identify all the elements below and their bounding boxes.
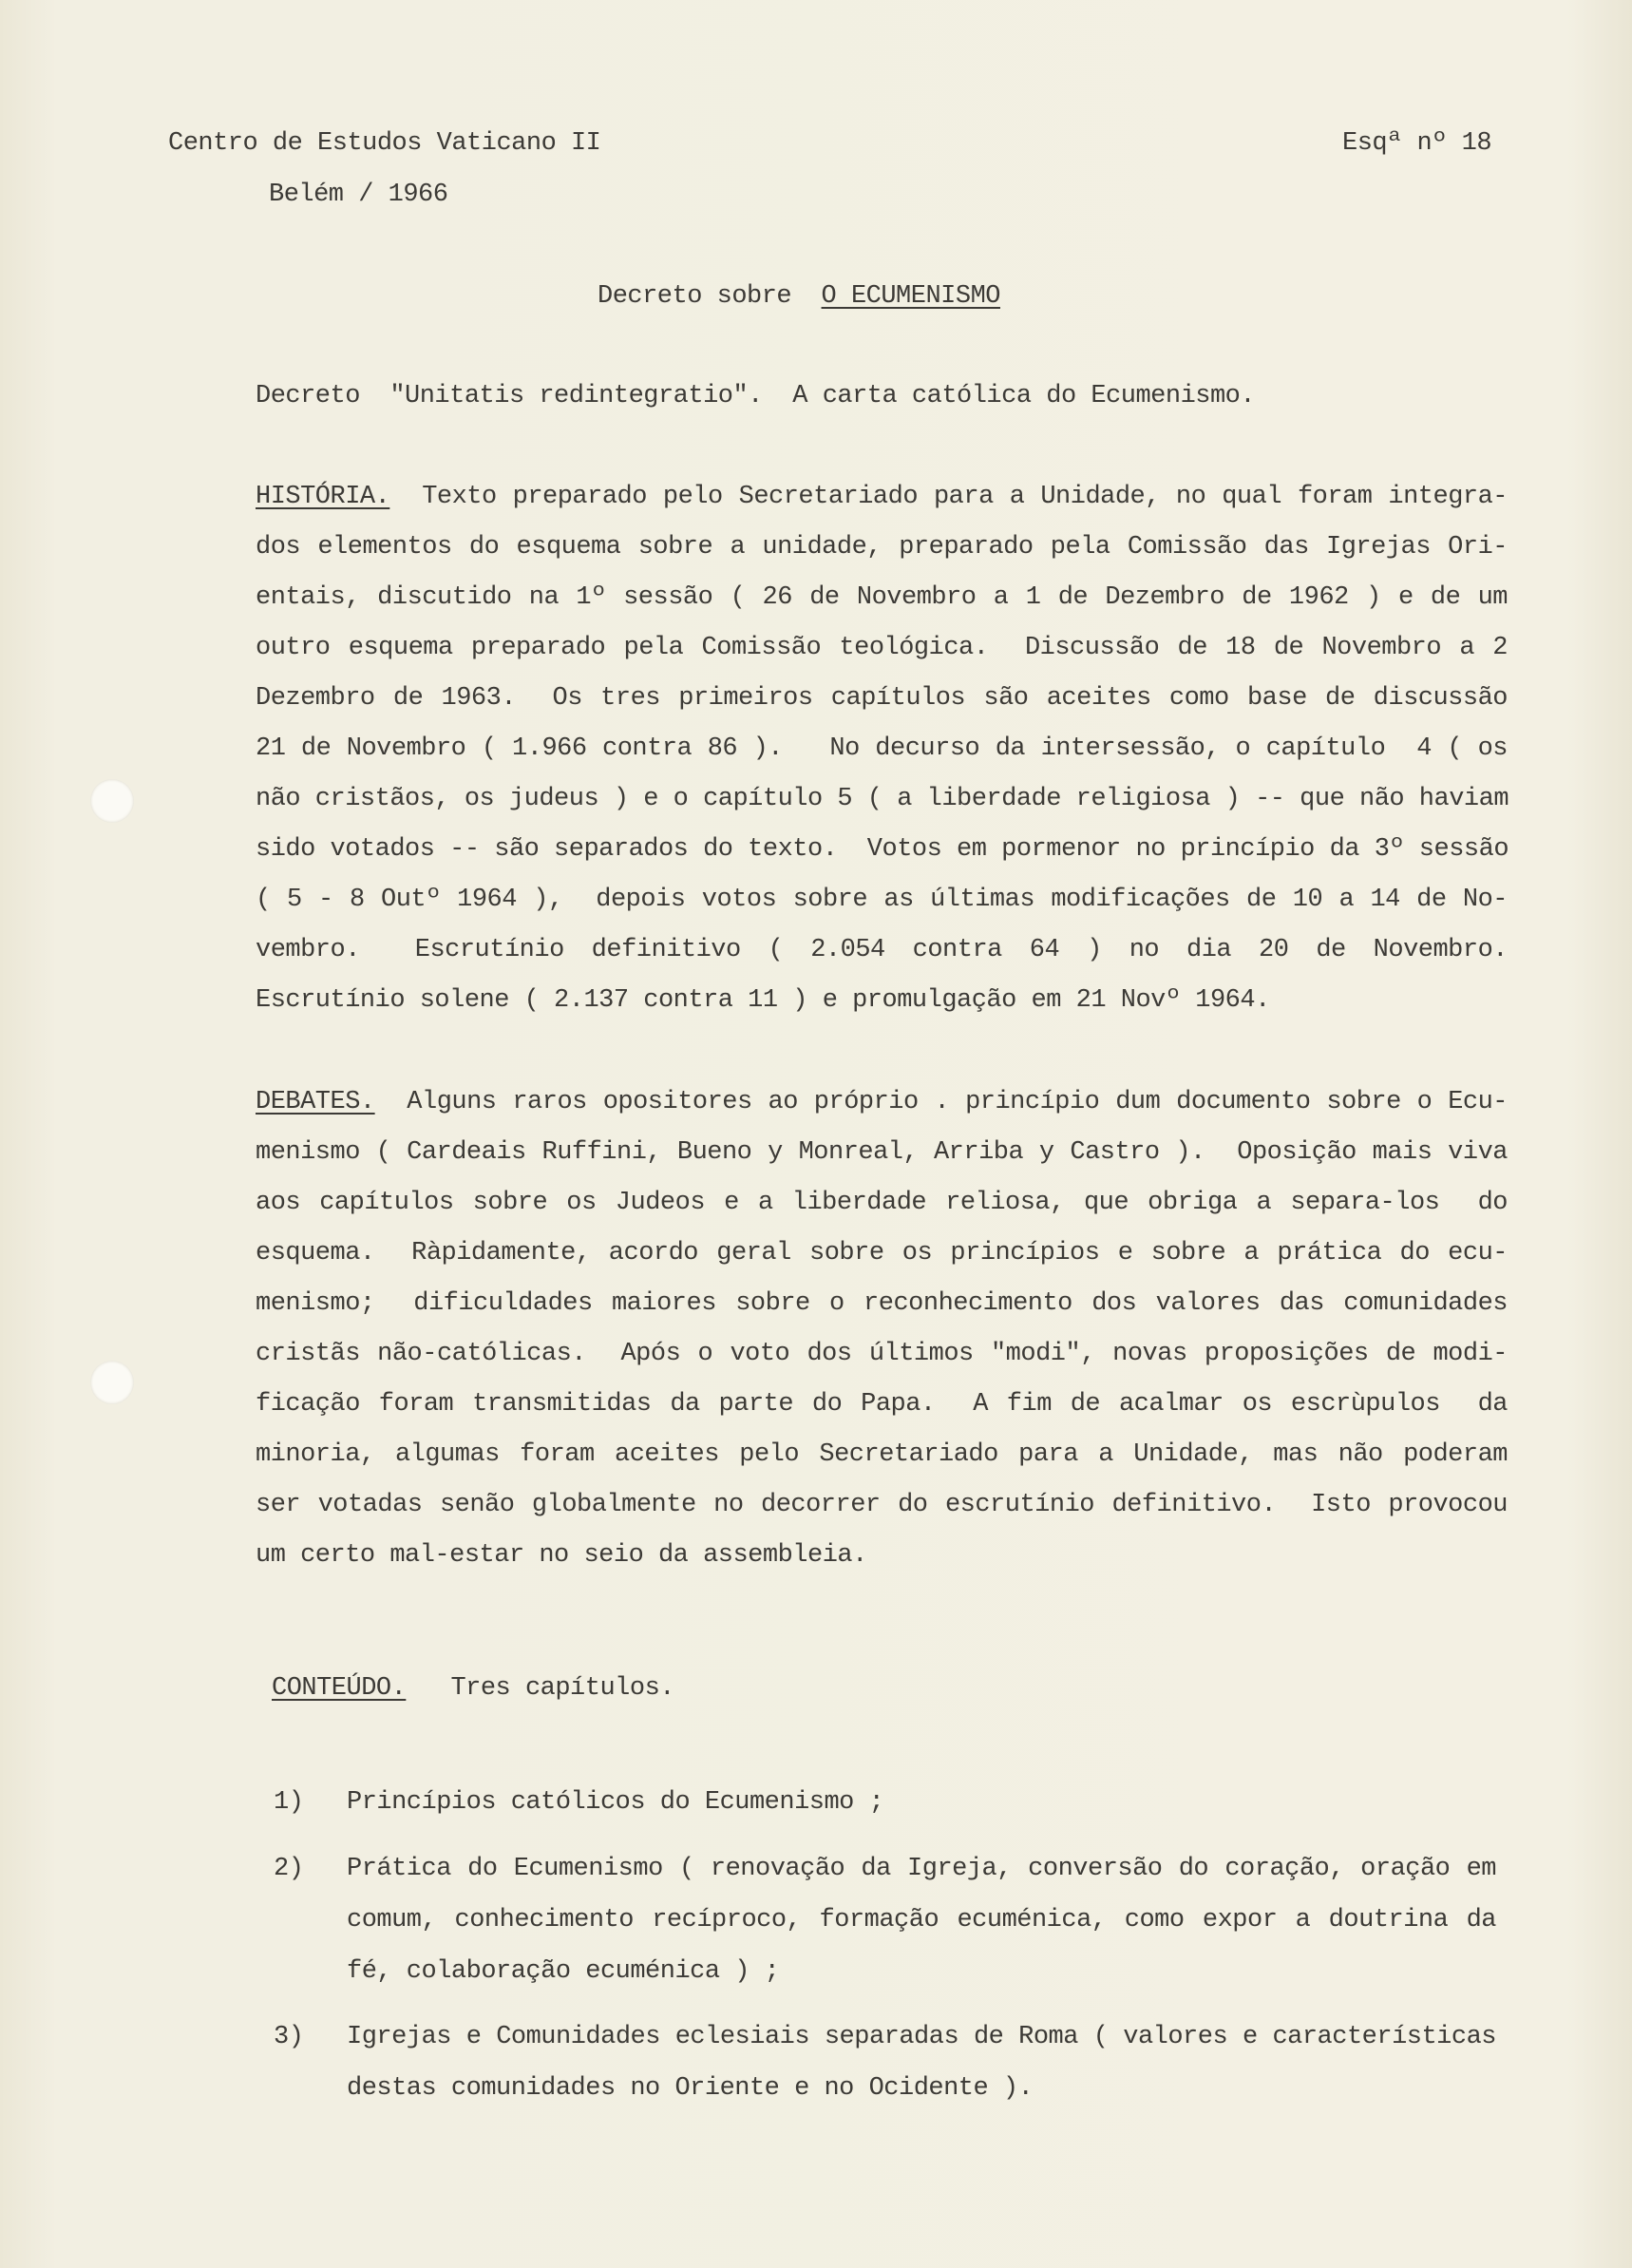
- list-number: 3): [274, 2023, 304, 2051]
- title-prefix: Decreto sobre: [598, 282, 792, 311]
- debates-line: cristãs não-católicas. Após o voto dos últimos "modi", novas proposições de modi-: [256, 1340, 1508, 1368]
- historia-line: [256, 472, 1508, 523]
- historia-heading: HISTÓRIA.: [256, 483, 390, 511]
- document-ref: Esqª nº 18: [1342, 129, 1492, 158]
- historia-line: entais, discutido na 1º sessão ( 26 de Novembro a 1 de Dezembro de 1962 ) e de um: [256, 583, 1508, 612]
- debates-line: minoria, algumas foram aceites pelo Secretariado para a Unidade, mas não poderam: [256, 1440, 1508, 1469]
- debates-line-text: Alguns raros opositores ao próprio . princípio dum documento sobre o Ecu-: [407, 1088, 1509, 1116]
- debates-heading: DEBATES.: [256, 1088, 375, 1116]
- historia-line: não cristãos, os judeus ) e o capítulo 5 ( a liberdade religiosa ) -- que não haviam: [256, 785, 1509, 813]
- list-number: 2): [274, 1855, 304, 1883]
- punch-hole: [90, 1361, 134, 1404]
- list-number: 1): [274, 1788, 304, 1817]
- historia-line: dos elementos do esquema sobre a unidade, preparado pela Comissão das Igrejas Ori-: [256, 533, 1508, 562]
- debates-line: ser votadas senão globalmente no decorrer do escrutínio definitivo. Isto provocou: [256, 1491, 1508, 1519]
- debates-line: [256, 1077, 1508, 1128]
- historia-line: sido votados -- são separados do texto. Votos em pormenor no princípio da 3º sessão: [256, 835, 1509, 864]
- debates-line: menismo; dificuldades maiores sobre o reconhecimento dos valores das comunidades: [256, 1289, 1508, 1318]
- conteudo-heading: CONTEÚDO.: [272, 1674, 407, 1703]
- historia-line: vembro. Escrutínio definitivo ( 2.054 contra 64 ) no dia 20 de Novembro.: [256, 936, 1508, 964]
- debates-line: ficação foram transmitidas da parte do Papa. A fim de acalmar os escrùpulos da: [256, 1390, 1508, 1419]
- page-title: [598, 282, 1000, 311]
- debates-line: um certo mal-estar no seio da assembleia.: [256, 1541, 867, 1570]
- historia-line: Dezembro de 1963. Os tres primeiros capítulos são aceites como base de discussão: [256, 684, 1508, 713]
- list-item-line: fé, colaboração ecuménica ) ;: [347, 1957, 780, 1986]
- conteudo-heading-line: [272, 1674, 674, 1703]
- historia-line: ( 5 - 8 Outº 1964 ), depois votos sobre as últimas modificações de 10 a 14 de No-: [256, 886, 1508, 914]
- list-item-line: comum, conhecimento recíproco, formação ecuménica, como expor a doutrina da: [347, 1906, 1496, 1934]
- debates-section: [256, 1077, 1508, 1581]
- debates-line: esquema. Ràpidamente, acordo geral sobre os princípios e sobre a prática do ecu-: [256, 1239, 1508, 1267]
- list-item-line: Igrejas e Comunidades eclesiais separadas de Roma ( valores e características: [347, 2023, 1496, 2051]
- debates-line: aos capítulos sobre os Judeos e a liberdade reliosa, que obriga a separa-los do: [256, 1189, 1508, 1217]
- subtitle: Decreto "Unitatis redintegratio". A carta católica do Ecumenismo.: [256, 382, 1256, 410]
- list-item-line: Prática do Ecumenismo ( renovação da Igreja, conversão do coração, oração em: [347, 1855, 1496, 1883]
- historia-line: 21 de Novembro ( 1.966 contra 86 ). No decurso da intersessão, o capítulo 4 ( os: [256, 734, 1508, 763]
- historia-line-text: Texto preparado pelo Secretariado para a Unidade, no qual foram integra-: [422, 483, 1509, 511]
- conteudo-intro: Tres capítulos.: [450, 1674, 674, 1703]
- historia-line: outro esquema preparado pela Comissão teológica. Discussão de 18 de Novembro a 2: [256, 634, 1508, 662]
- punch-hole: [90, 779, 134, 823]
- list-item-line: Princípios católicos do Ecumenismo ;: [347, 1788, 884, 1817]
- place-date: Belém / 1966: [269, 181, 448, 209]
- institution: Centro de Estudos Vaticano II: [168, 129, 601, 158]
- list-item-line: destas comunidades no Oriente e no Ocidente ).: [347, 2074, 1034, 2103]
- historia-line: Escrutínio solene ( 2.137 contra 11 ) e promulgação em 21 Novº 1964.: [256, 986, 1270, 1015]
- historia-section: [256, 472, 1508, 1026]
- debates-line: menismo ( Cardeais Ruffini, Bueno y Monreal, Arriba y Castro ). Oposição mais viva: [256, 1138, 1508, 1167]
- title-subject: O ECUMENISMO: [821, 282, 1000, 311]
